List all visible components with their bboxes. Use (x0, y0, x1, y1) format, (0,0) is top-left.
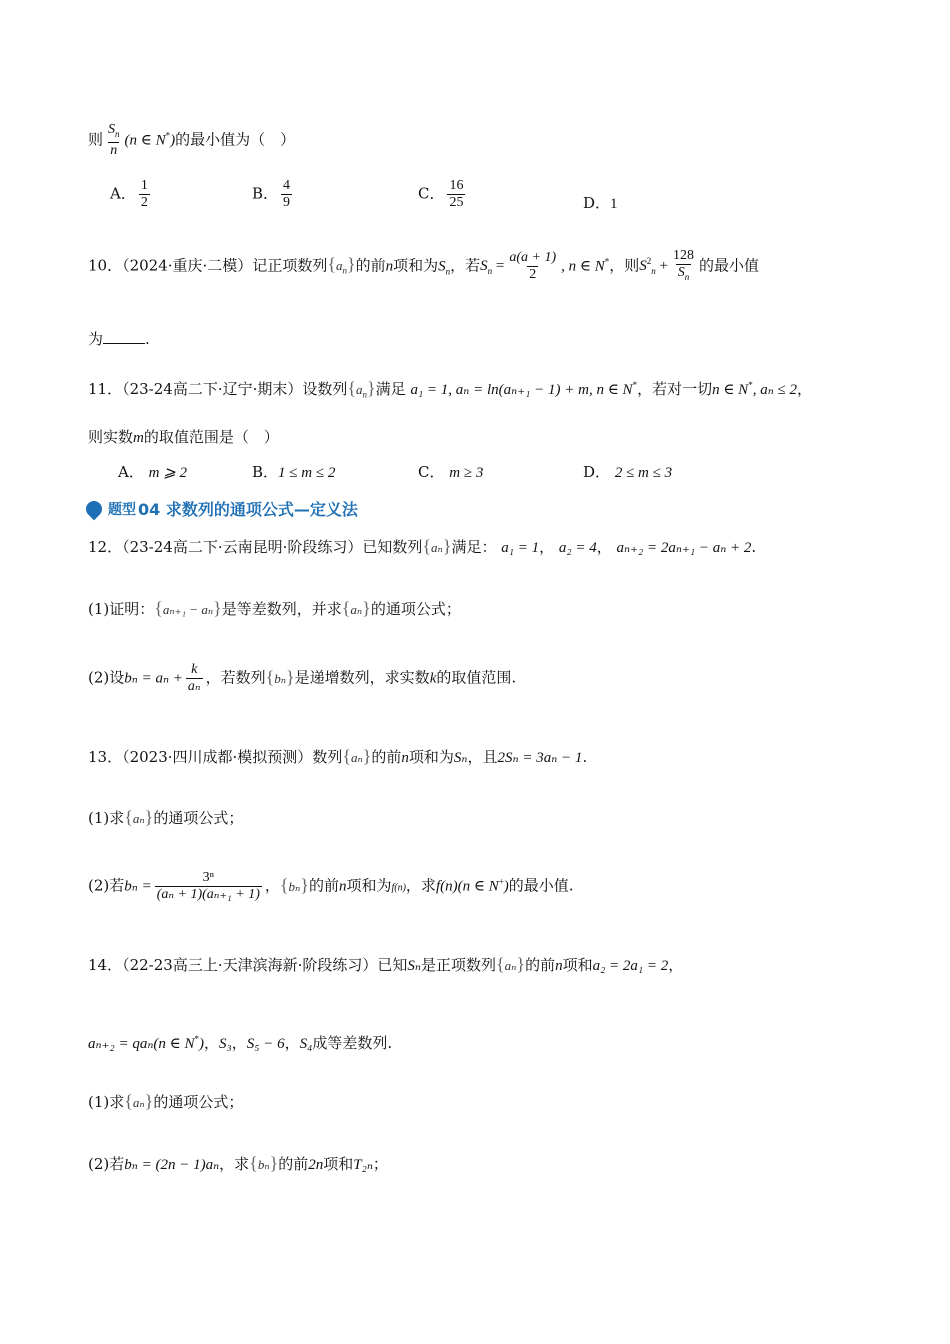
q9-option-b[interactable]: B． $\frac{4}{9}$ (252, 178, 291, 210)
q9-fraction: $\frac{S_n}{n}$ (108, 122, 120, 158)
q14-part2: (2)若bₙ = (2n − 1)aₙ，求{bₙ}的前2n项和T₂ₙ； (88, 1153, 388, 1173)
q9-option-d[interactable]: D．1 (583, 194, 618, 212)
q11-option-d[interactable]: D． 2 ≤ m ≤ 3 (583, 463, 673, 481)
q14-part1: (1)求{aₙ}的通项公式； (88, 1091, 244, 1111)
q9-option-a[interactable]: A． $\frac{1}{2}$ (110, 178, 148, 210)
q11-stem: 11．（23-24高二下·辽宁·期末）设数列$\{a_n\}$满足 a₁ = 1, aₙ = ln(aₙ₊₁ − 1) + m, n ∈ N*，若对一切n ∈ N*, aₙ ≤ 2， (88, 378, 813, 400)
q10-answer-line: 为 . (88, 330, 150, 348)
q10-formula: $S_n$ = (480, 258, 505, 277)
q10-stem: 10．（2024·重庆·二模）记正项数列$\{a_n\}$的前n项和为$S_n$，若$S_n$ = $\frac{a(a + 1)}{2}$ , n ∈ N*，则$S^2_n$ + $\frac{128}{S_n}$ 的最小值 (88, 248, 759, 285)
q12-part2: (2)设bₙ = aₙ + $\frac{k}{\text{aₙ}}$ ，若数列{bₙ}是递增数列，求实数k的取值范围. (88, 662, 517, 694)
section-heading: 题型 04 求数列的通项公式—定义法 (86, 497, 358, 520)
q13-part1: (1)求{aₙ}的通项公式； (88, 807, 244, 827)
q12-part1: (1)证明：{aₙ₊₁ − aₙ}是等差数列，并求{aₙ}的通项公式； (88, 598, 461, 618)
q9-stem: 则 $\frac{S_n}{n}$ (n ∈ N*)的最小值为（ ） (88, 122, 296, 158)
q11-stem-line2: 则实数m的取值范围是（ ） (88, 428, 279, 446)
q10-expression: $S^2_n$ + (639, 256, 668, 277)
q9-option-c[interactable]: C． $\frac{16}{25}$ (418, 178, 464, 210)
q14-stem: 14．（22-23高三上·天津滨海新·阶段练习）已知Sₙ是正项数列{aₙ}的前n项和a₂ = 2a₁ = 2， (88, 954, 684, 974)
q14-stem-line2: aₙ₊₂ = qaₙ(n ∈ N*)，S₃，S₅ − 6，S₄成等差数列. (88, 1034, 393, 1052)
q13-stem: 13．（2023·四川成都·模拟预测）数列{aₙ}的前n项和为Sₙ，且2Sₙ = 3aₙ − 1. (88, 746, 588, 766)
q10-sequence: $\{a_n\}$ (327, 254, 356, 276)
q11-option-c[interactable]: C． m ≥ 3 (418, 463, 484, 481)
q10-answer-blank[interactable] (103, 329, 145, 344)
location-pin-icon (83, 497, 106, 520)
q12-stem: 12．（23-24高二下·云南昆明·阶段练习）已知数列{aₙ}满足： a₁ = 1， a₂ = 4， aₙ₊₂ = 2aₙ₊₁ − aₙ + 2. (88, 536, 757, 556)
q11-option-b[interactable]: B．1 ≤ m ≤ 2 (252, 463, 336, 481)
q11-option-a[interactable]: A． m ⩾ 2 (118, 463, 188, 481)
q13-part2: (2)若bₙ = $\frac{\text{3ⁿ}}{\text{(aₙ + 1)(aₙ₊₁ + 1)}}$ ，{bₙ}的前n项和为f(n)，求f(n)(n ∈ N+)的最小值. (88, 870, 574, 902)
